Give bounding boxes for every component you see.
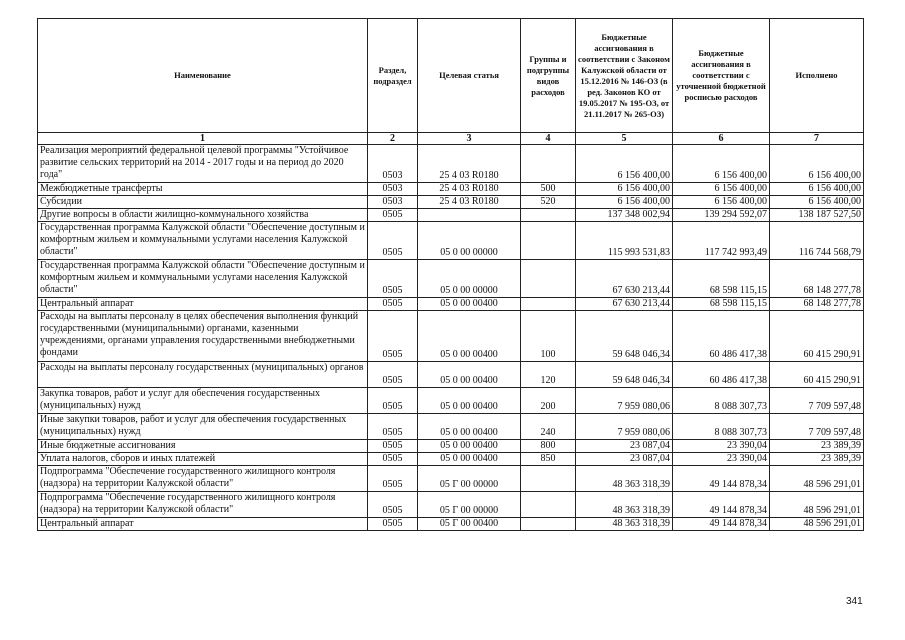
row-assign-refined: 60 486 417,38 bbox=[673, 362, 770, 388]
row-name: Иные закупки товаров, работ и услуг для обеспечения государственных (муниципальных) нужд bbox=[38, 414, 368, 440]
column-number: 2 bbox=[368, 133, 418, 145]
row-target: 05 0 00 00400 bbox=[418, 414, 521, 440]
table-body bbox=[38, 145, 864, 531]
row-executed: 48 596 291,01 bbox=[770, 466, 864, 492]
row-executed: 23 389,39 bbox=[770, 440, 864, 453]
row-section: 0505 bbox=[368, 311, 418, 362]
page-number: 341 bbox=[846, 596, 863, 607]
row-section: 0505 bbox=[368, 362, 418, 388]
column-number-row bbox=[38, 133, 864, 145]
row-target: 05 Г 00 00000 bbox=[418, 492, 521, 518]
row-target: 05 0 00 00400 bbox=[418, 440, 521, 453]
row-name: Субсидии bbox=[38, 196, 368, 209]
row-assign-law: 67 630 213,44 bbox=[576, 298, 673, 311]
column-number: 5 bbox=[576, 133, 673, 145]
row-target: 05 0 00 00000 bbox=[418, 222, 521, 260]
row-assign-law: 6 156 400,00 bbox=[576, 145, 673, 183]
row-executed: 23 389,39 bbox=[770, 453, 864, 466]
row-assign-refined: 49 144 878,34 bbox=[673, 518, 770, 531]
row-target: 05 0 00 00400 bbox=[418, 311, 521, 362]
budget-table bbox=[37, 18, 864, 531]
row-group: 240 bbox=[521, 414, 576, 440]
header-assign-law: Бюджетные ассигнования в соответствии с Законом Калужской области от 15.12.2016 № 146-ОЗ (в ред. Законов КО от 19.05.2017 № 195-ОЗ, от 21.11.2017 № 265-ОЗ) bbox=[576, 19, 673, 133]
row-target: 05 0 00 00400 bbox=[418, 453, 521, 466]
row-section: 0505 bbox=[368, 298, 418, 311]
row-assign-law: 59 648 046,34 bbox=[576, 362, 673, 388]
row-executed: 68 148 277,78 bbox=[770, 260, 864, 298]
row-name: Расходы на выплаты персоналу государственных (муниципальных) органов bbox=[38, 362, 368, 388]
row-group bbox=[521, 260, 576, 298]
row-assign-law: 6 156 400,00 bbox=[576, 196, 673, 209]
row-section: 0503 bbox=[368, 183, 418, 196]
row-target: 05 0 00 00400 bbox=[418, 362, 521, 388]
row-target: 05 0 00 00000 bbox=[418, 260, 521, 298]
header-groups: Группы и подгруппы видов расходов bbox=[521, 19, 576, 133]
row-target: 25 4 03 R0180 bbox=[418, 145, 521, 183]
row-assign-law: 137 348 002,94 bbox=[576, 209, 673, 222]
column-number: 6 bbox=[673, 133, 770, 145]
row-group: 120 bbox=[521, 362, 576, 388]
table-row bbox=[38, 298, 864, 311]
row-executed: 6 156 400,00 bbox=[770, 183, 864, 196]
row-assign-law: 48 363 318,39 bbox=[576, 518, 673, 531]
table-row bbox=[38, 260, 864, 298]
row-assign-refined: 6 156 400,00 bbox=[673, 145, 770, 183]
row-name: Подпрограмма "Обеспечение государственного жилищного контроля (надзора) на территории Калужской области" bbox=[38, 466, 368, 492]
table-row bbox=[38, 414, 864, 440]
row-name: Другие вопросы в области жилищно-коммунального хозяйства bbox=[38, 209, 368, 222]
row-executed: 48 596 291,01 bbox=[770, 518, 864, 531]
row-assign-law: 115 993 531,83 bbox=[576, 222, 673, 260]
row-name: Государственная программа Калужской области "Обеспечение доступным и комфортным жильем и коммунальными услугами населения Калужской области" bbox=[38, 260, 368, 298]
row-section: 0505 bbox=[368, 414, 418, 440]
row-executed: 60 415 290,91 bbox=[770, 311, 864, 362]
row-group: 500 bbox=[521, 183, 576, 196]
row-name: Реализация мероприятий федеральной целевой программы "Устойчивое развитие сельских территорий на 2014 - 2017 годы и на период до 2020 года" bbox=[38, 145, 368, 183]
row-group: 200 bbox=[521, 388, 576, 414]
row-assign-law: 67 630 213,44 bbox=[576, 260, 673, 298]
table-row bbox=[38, 466, 864, 492]
row-section: 0505 bbox=[368, 518, 418, 531]
row-executed: 7 709 597,48 bbox=[770, 414, 864, 440]
row-section: 0505 bbox=[368, 440, 418, 453]
row-assign-refined: 68 598 115,15 bbox=[673, 298, 770, 311]
table-row bbox=[38, 145, 864, 183]
column-number: 4 bbox=[521, 133, 576, 145]
column-number: 7 bbox=[770, 133, 864, 145]
row-executed: 6 156 400,00 bbox=[770, 196, 864, 209]
row-executed: 7 709 597,48 bbox=[770, 388, 864, 414]
row-section: 0505 bbox=[368, 260, 418, 298]
header-name: Наименование bbox=[38, 19, 368, 133]
row-executed: 68 148 277,78 bbox=[770, 298, 864, 311]
header-assign-refined: Бюджетные ассигнования в соответствии с уточненной бюджетной росписью расходов bbox=[673, 19, 770, 133]
row-group bbox=[521, 298, 576, 311]
header-row bbox=[38, 19, 864, 133]
row-name: Подпрограмма "Обеспечение государственного жилищного контроля (надзора) на территории Калужской области" bbox=[38, 492, 368, 518]
row-assign-law: 7 959 080,06 bbox=[576, 414, 673, 440]
row-executed: 116 744 568,79 bbox=[770, 222, 864, 260]
row-section: 0505 bbox=[368, 209, 418, 222]
table-row bbox=[38, 453, 864, 466]
row-section: 0505 bbox=[368, 492, 418, 518]
row-target: 05 Г 00 00400 bbox=[418, 518, 521, 531]
row-name: Расходы на выплаты персоналу в целях обеспечения выполнения функций государственными (муниципальными) органами, казенными учреждениями, органами управления государственными внебюджетными фондами bbox=[38, 311, 368, 362]
row-executed: 60 415 290,91 bbox=[770, 362, 864, 388]
row-assign-law: 23 087,04 bbox=[576, 453, 673, 466]
row-assign-refined: 8 088 307,73 bbox=[673, 414, 770, 440]
header-section: Раздел, подраздел bbox=[368, 19, 418, 133]
row-executed: 6 156 400,00 bbox=[770, 145, 864, 183]
row-assign-law: 23 087,04 bbox=[576, 440, 673, 453]
table-row bbox=[38, 222, 864, 260]
row-assign-law: 7 959 080,06 bbox=[576, 388, 673, 414]
row-assign-refined: 117 742 993,49 bbox=[673, 222, 770, 260]
row-name: Межбюджетные трансферты bbox=[38, 183, 368, 196]
row-executed: 138 187 527,50 bbox=[770, 209, 864, 222]
row-group bbox=[521, 466, 576, 492]
row-target: 25 4 03 R0180 bbox=[418, 183, 521, 196]
header-target: Целевая статья bbox=[418, 19, 521, 133]
row-assign-refined: 60 486 417,38 bbox=[673, 311, 770, 362]
row-section: 0505 bbox=[368, 388, 418, 414]
table-row bbox=[38, 183, 864, 196]
row-assign-refined: 49 144 878,34 bbox=[673, 492, 770, 518]
table-row bbox=[38, 209, 864, 222]
row-target: 25 4 03 R0180 bbox=[418, 196, 521, 209]
column-number: 3 bbox=[418, 133, 521, 145]
header-executed: Исполнено bbox=[770, 19, 864, 133]
table-row bbox=[38, 196, 864, 209]
table-row bbox=[38, 311, 864, 362]
row-section: 0505 bbox=[368, 453, 418, 466]
row-group: 100 bbox=[521, 311, 576, 362]
row-target bbox=[418, 209, 521, 222]
row-group: 800 bbox=[521, 440, 576, 453]
row-group: 850 bbox=[521, 453, 576, 466]
table-row bbox=[38, 492, 864, 518]
row-name: Государственная программа Калужской области "Обеспечение доступным и комфортным жильем и коммунальными услугами населения Калужской области" bbox=[38, 222, 368, 260]
row-group bbox=[521, 222, 576, 260]
row-target: 05 0 00 00400 bbox=[418, 388, 521, 414]
row-group bbox=[521, 209, 576, 222]
row-assign-law: 48 363 318,39 bbox=[576, 492, 673, 518]
row-name: Закупка товаров, работ и услуг для обеспечения государственных (муниципальных) нужд bbox=[38, 388, 368, 414]
row-group bbox=[521, 518, 576, 531]
row-assign-refined: 49 144 878,34 bbox=[673, 466, 770, 492]
table-row bbox=[38, 518, 864, 531]
row-target: 05 Г 00 00000 bbox=[418, 466, 521, 492]
row-section: 0505 bbox=[368, 222, 418, 260]
row-assign-refined: 23 390,04 bbox=[673, 440, 770, 453]
table-row bbox=[38, 440, 864, 453]
row-name: Центральный аппарат bbox=[38, 518, 368, 531]
table-row bbox=[38, 388, 864, 414]
row-name: Центральный аппарат bbox=[38, 298, 368, 311]
row-section: 0503 bbox=[368, 145, 418, 183]
row-section: 0503 bbox=[368, 196, 418, 209]
row-assign-refined: 8 088 307,73 bbox=[673, 388, 770, 414]
row-assign-law: 6 156 400,00 bbox=[576, 183, 673, 196]
row-assign-refined: 139 294 592,07 bbox=[673, 209, 770, 222]
table-row bbox=[38, 362, 864, 388]
row-assign-refined: 23 390,04 bbox=[673, 453, 770, 466]
row-group bbox=[521, 145, 576, 183]
row-assign-law: 48 363 318,39 bbox=[576, 466, 673, 492]
row-target: 05 0 00 00400 bbox=[418, 298, 521, 311]
row-assign-refined: 6 156 400,00 bbox=[673, 196, 770, 209]
row-name: Иные бюджетные ассигнования bbox=[38, 440, 368, 453]
row-group: 520 bbox=[521, 196, 576, 209]
row-executed: 48 596 291,01 bbox=[770, 492, 864, 518]
row-section: 0505 bbox=[368, 466, 418, 492]
row-assign-refined: 68 598 115,15 bbox=[673, 260, 770, 298]
row-assign-law: 59 648 046,34 bbox=[576, 311, 673, 362]
row-assign-refined: 6 156 400,00 bbox=[673, 183, 770, 196]
row-name: Уплата налогов, сборов и иных платежей bbox=[38, 453, 368, 466]
row-group bbox=[521, 492, 576, 518]
column-number: 1 bbox=[38, 133, 368, 145]
